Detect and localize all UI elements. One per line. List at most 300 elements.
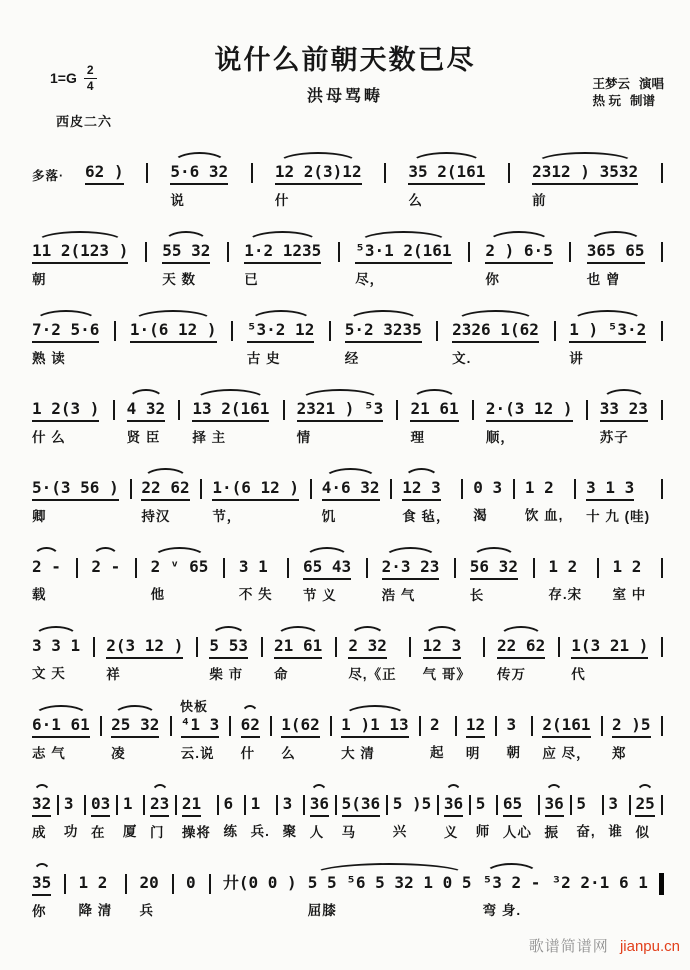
notes: 廾(0 0 )	[222, 873, 297, 892]
performer-role: 演唱	[638, 77, 664, 91]
measure	[341, 715, 408, 762]
notes: 1(62	[281, 715, 320, 738]
line-body	[32, 478, 664, 525]
notes: 35	[32, 873, 51, 896]
notes: 33 23	[600, 399, 648, 422]
measure	[223, 873, 297, 916]
notes: 6	[223, 794, 234, 813]
barline	[227, 242, 229, 262]
notes: 5·(3 56 )	[32, 478, 119, 501]
lyrics: 尽，	[355, 272, 385, 287]
notes: 3 1	[238, 557, 268, 576]
measure	[78, 873, 112, 919]
lyrics: 门	[150, 825, 165, 840]
barline	[409, 637, 411, 657]
barline	[661, 716, 663, 736]
lyrics: 经	[344, 351, 360, 366]
measure	[244, 241, 321, 288]
lyrics: 长	[469, 588, 485, 603]
measure	[402, 478, 450, 525]
lyrics: 尽,《正	[348, 667, 397, 682]
barline	[455, 716, 457, 736]
lyrics: 操将	[181, 825, 211, 840]
lyrics: 持汉	[141, 509, 171, 524]
key-label: 1=G	[50, 70, 77, 87]
measure	[476, 794, 491, 840]
measure	[130, 320, 217, 364]
lyrics: 屈膝	[307, 903, 337, 918]
notes: 1 )1 13	[341, 715, 408, 738]
lyrics: 志 气	[32, 746, 66, 761]
measure	[64, 794, 79, 840]
barline	[602, 795, 604, 815]
measure	[497, 636, 545, 683]
measure	[410, 399, 458, 446]
lyrics: 苏子	[599, 430, 629, 445]
lyrics: 食 毡，	[402, 509, 451, 524]
music-line	[32, 539, 664, 618]
lyrics: 似	[635, 825, 650, 840]
lyrics: 传万	[497, 667, 527, 682]
lyrics: 在	[91, 825, 106, 840]
lyrics: 兵.	[250, 824, 270, 839]
measure	[281, 715, 320, 762]
notes: 65 43	[303, 557, 351, 580]
lyrics: 云.说	[180, 746, 215, 761]
measure	[181, 715, 220, 762]
barline	[338, 242, 340, 262]
notes: 21 61	[410, 399, 458, 422]
measure	[32, 241, 128, 288]
measure	[552, 873, 648, 916]
notes: 65	[503, 794, 522, 817]
barline	[276, 795, 278, 815]
barline	[84, 795, 86, 815]
measure	[348, 636, 396, 683]
line-body	[32, 794, 664, 841]
barline	[496, 795, 498, 815]
measure	[150, 794, 169, 841]
line-body	[32, 320, 664, 367]
measure	[470, 557, 518, 604]
measure	[486, 399, 573, 446]
lyrics: 厦	[122, 824, 138, 839]
measure	[612, 715, 651, 762]
barline	[196, 637, 198, 657]
credits-block	[592, 76, 664, 110]
measure	[32, 478, 119, 525]
lyrics: 渴	[473, 508, 488, 523]
lyrics: 人心	[502, 825, 532, 840]
measure	[239, 557, 273, 603]
notes: 62 )	[85, 162, 124, 185]
barline	[114, 321, 116, 341]
notes: 62	[241, 715, 260, 738]
lyrics: 降 清	[78, 903, 113, 918]
barline	[283, 400, 285, 420]
barline	[135, 558, 137, 578]
lyrics: 大 清	[341, 746, 375, 761]
lyrics: 浩 气	[381, 588, 416, 603]
line-body	[32, 557, 664, 604]
measure	[345, 320, 422, 367]
site-name: 歌谱简谱网	[528, 938, 609, 955]
measure	[444, 794, 463, 841]
barline	[483, 637, 485, 657]
measure	[408, 162, 485, 209]
notes: 03	[91, 794, 110, 817]
lyrics: 什 么	[32, 430, 66, 445]
notes: ⁴1 3	[181, 715, 220, 738]
measure	[123, 794, 138, 840]
notes: ⁵3·2 12	[247, 320, 314, 343]
measure	[251, 794, 270, 840]
measure	[430, 715, 445, 761]
score-subtitle: 洪母骂畴	[306, 88, 383, 105]
measure	[466, 715, 485, 762]
measure	[587, 241, 645, 288]
measure	[192, 399, 269, 446]
lyrics: 讲	[569, 351, 584, 366]
barline	[116, 795, 118, 815]
notes: 多落·	[32, 169, 65, 183]
measure	[548, 557, 582, 603]
watermark	[529, 935, 680, 956]
notes: 32	[32, 794, 51, 817]
notes: 5 5 ⁵6 5 32 1 0 5	[308, 873, 472, 895]
measure	[162, 241, 210, 288]
measure	[106, 636, 183, 683]
lyrics: 也 曾	[586, 272, 621, 287]
credit-transcriber	[592, 93, 664, 110]
key-signature	[50, 64, 97, 92]
barline	[661, 163, 663, 183]
barline	[558, 637, 560, 657]
barline	[554, 321, 556, 341]
notes: 36	[545, 794, 564, 817]
barline	[200, 479, 202, 499]
music-line	[32, 302, 664, 381]
measure	[503, 794, 532, 841]
barline	[390, 479, 392, 499]
notes: 1	[250, 794, 261, 813]
lyrics: 文 天	[32, 666, 66, 681]
lyrics: 理	[410, 430, 425, 445]
lyrics: 朝	[32, 272, 47, 287]
measure	[310, 794, 329, 841]
line-body	[32, 636, 664, 683]
notes: 5·6 32	[170, 162, 228, 185]
notes: 36	[310, 794, 329, 817]
notes: 11 2(123 )	[32, 241, 128, 264]
barline	[468, 242, 470, 262]
barline	[143, 795, 145, 815]
lyrics: 不 失	[238, 587, 273, 602]
music-line	[32, 855, 664, 934]
measure	[32, 162, 64, 209]
barline	[661, 637, 663, 657]
lyrics: 择 主	[192, 430, 227, 445]
barline	[469, 795, 471, 815]
lyrics: 兴	[392, 824, 408, 839]
notes: 1 2	[78, 873, 108, 892]
notes: 5	[475, 794, 486, 813]
notes: 13 2(161	[192, 399, 269, 422]
notes: 2 )5	[612, 715, 651, 738]
measure	[91, 794, 110, 841]
notes: 7·2 5·6	[32, 320, 99, 343]
barline	[386, 795, 388, 815]
notes: 2312 ) 3532	[532, 162, 638, 185]
barline	[661, 321, 663, 341]
barline	[661, 558, 663, 578]
barline	[76, 558, 78, 578]
lyrics: 义	[443, 825, 459, 840]
lyrics: 饥	[321, 509, 337, 524]
style-label: 西皮二六	[56, 114, 113, 129]
barline	[223, 558, 225, 578]
lyrics: 马	[341, 825, 357, 840]
lyrics: 已	[244, 272, 259, 287]
credit-performer	[592, 76, 664, 93]
notes: ³2 2·1 6 1	[551, 873, 648, 892]
barline	[396, 400, 398, 420]
measure	[32, 715, 90, 762]
notes: 1	[122, 794, 133, 813]
lyrics: 文.	[452, 351, 472, 366]
notes: 5 )5	[392, 794, 432, 813]
barline	[231, 321, 233, 341]
final-barline	[659, 873, 664, 895]
notes: 2	[429, 715, 440, 734]
lyrics: 兵	[139, 903, 154, 918]
notes: 36	[444, 794, 463, 817]
measure	[182, 794, 211, 841]
measure	[393, 794, 432, 840]
barline	[130, 479, 132, 499]
barline	[570, 795, 572, 815]
notes: 1(3 21 )	[571, 636, 648, 659]
lyrics: 命	[274, 667, 289, 682]
lyrics: 熟 读	[32, 351, 66, 366]
measure	[303, 557, 351, 604]
barline	[113, 400, 115, 420]
barline	[64, 874, 66, 894]
measure	[576, 794, 595, 840]
measure	[322, 478, 380, 525]
lyrics: 饮 血,	[524, 508, 564, 523]
notes: 2 ) 6·5	[485, 241, 552, 264]
barline	[209, 874, 211, 894]
notes: 1·(6 12 )	[130, 320, 217, 343]
measure	[452, 320, 539, 367]
measure	[283, 794, 298, 840]
lyrics: 成	[32, 825, 47, 840]
notes: 3	[608, 794, 618, 813]
barline	[495, 716, 497, 736]
barline	[661, 795, 663, 815]
lyrics: 节 义	[303, 588, 337, 603]
notes: 1 2	[548, 557, 578, 576]
lyrics: 起	[429, 745, 445, 760]
measure	[507, 715, 522, 761]
measure	[586, 478, 650, 525]
lyrics: 么	[408, 193, 423, 208]
measure	[186, 873, 196, 916]
measure	[32, 557, 61, 603]
measure	[613, 557, 647, 603]
barline	[146, 163, 148, 183]
barline	[251, 163, 253, 183]
barline	[303, 795, 305, 815]
lyrics: 师	[475, 824, 491, 839]
lyrics: 卿	[32, 509, 47, 524]
measure	[32, 794, 51, 841]
performer-name: 王梦云	[592, 77, 630, 91]
notes: 365 65	[587, 241, 645, 264]
barline	[270, 716, 272, 736]
notes: 2321 ) ⁵3	[297, 399, 384, 422]
notes: 5(36	[342, 794, 381, 817]
notes: 0	[185, 873, 196, 892]
barline	[533, 558, 535, 578]
barline	[366, 558, 368, 578]
music-line	[32, 460, 664, 539]
notes: 1 2	[524, 478, 554, 497]
notes: 2 -	[32, 557, 61, 579]
barline	[661, 242, 663, 262]
barline	[172, 874, 174, 894]
line-body	[32, 399, 664, 446]
measure	[141, 478, 189, 525]
barline	[329, 321, 331, 341]
music-line	[32, 223, 664, 302]
lyrics: 节，	[212, 509, 242, 524]
lyrics: 天 数	[162, 272, 196, 287]
score-body	[0, 136, 690, 934]
barline	[538, 795, 540, 815]
lyrics: 古 史	[246, 351, 281, 366]
notes: ⁵3 2 -	[483, 873, 541, 895]
notes: 5·2 3235	[345, 320, 422, 343]
barline	[261, 637, 263, 657]
lyrics: 什	[274, 193, 290, 208]
barline	[384, 163, 386, 183]
notes: 4·6 32	[322, 478, 380, 501]
notes: 2(3 12 )	[106, 636, 183, 659]
barline	[244, 795, 246, 815]
score-title: 说什么前朝天数已尽	[214, 45, 476, 75]
tempo-mark: 快板	[180, 699, 209, 714]
lyrics: 代	[571, 667, 586, 682]
measure	[127, 399, 166, 446]
line-body	[32, 715, 664, 762]
measure	[91, 557, 120, 600]
notes: 22 62	[497, 636, 545, 659]
barline	[661, 479, 663, 499]
notes: 22 62	[141, 478, 189, 501]
barline	[100, 716, 102, 736]
notes: 1·(6 12 )	[212, 478, 299, 501]
measure	[355, 241, 451, 288]
line-body	[32, 162, 664, 209]
measure	[473, 478, 502, 524]
music-line	[32, 697, 664, 776]
notes: 6·1 61	[32, 715, 90, 738]
lyrics: 朝	[506, 745, 521, 760]
lyrics: 顺，	[485, 430, 515, 445]
measure	[483, 873, 541, 919]
notes: 25	[635, 794, 654, 817]
measure	[608, 794, 623, 840]
lyrics: 贤 臣	[126, 430, 161, 445]
lyrics: 振	[544, 825, 560, 840]
barline	[217, 795, 219, 815]
measure	[542, 715, 590, 762]
lyrics: 奋,	[576, 824, 596, 839]
notes: 5	[576, 794, 587, 813]
notes: 3 3 1	[32, 636, 80, 658]
notes: 20	[139, 873, 159, 892]
measure	[32, 636, 80, 682]
barline	[531, 716, 533, 736]
lyrics: 情	[296, 430, 312, 445]
notes: 2 32	[348, 636, 387, 659]
barline	[287, 558, 289, 578]
measure	[635, 794, 654, 841]
measure	[571, 636, 648, 683]
notes: 2326 1(62	[452, 320, 539, 343]
measure	[545, 794, 564, 841]
measure	[170, 162, 228, 209]
measure	[308, 873, 472, 919]
barline	[170, 716, 172, 736]
notes: 2·3 23	[382, 557, 440, 580]
notes: 0 3	[473, 478, 503, 497]
measure	[212, 478, 299, 525]
lyrics: 聚	[282, 824, 298, 839]
measure	[139, 873, 158, 919]
transcriber-role: 制谱	[629, 94, 655, 108]
notes: 12 2(3)12	[275, 162, 362, 185]
barline	[145, 242, 147, 262]
lyrics: 功	[63, 824, 79, 839]
barline	[461, 479, 463, 499]
notes: 1 ) ⁵3·2	[569, 320, 646, 343]
lyrics: 郑	[612, 746, 627, 761]
notes: 4 32	[127, 399, 166, 422]
line-body	[32, 241, 664, 288]
measure	[32, 320, 99, 367]
time-signature-bottom: 4	[86, 78, 94, 93]
barline	[513, 479, 515, 499]
music-line	[32, 144, 664, 223]
notes: 1 2	[612, 557, 642, 576]
music-line	[32, 776, 664, 855]
barline	[178, 400, 180, 420]
site-url: jianpu.cn	[619, 938, 680, 955]
lyrics: 室 中	[612, 587, 647, 602]
notes: 2 -	[91, 557, 120, 579]
measure	[569, 320, 646, 367]
barline	[436, 321, 438, 341]
measure	[224, 794, 239, 840]
measure	[247, 320, 314, 367]
time-signature	[84, 64, 97, 92]
lyrics: 十 九 (哇)	[586, 509, 651, 524]
measure	[274, 636, 322, 683]
barline	[597, 558, 599, 578]
